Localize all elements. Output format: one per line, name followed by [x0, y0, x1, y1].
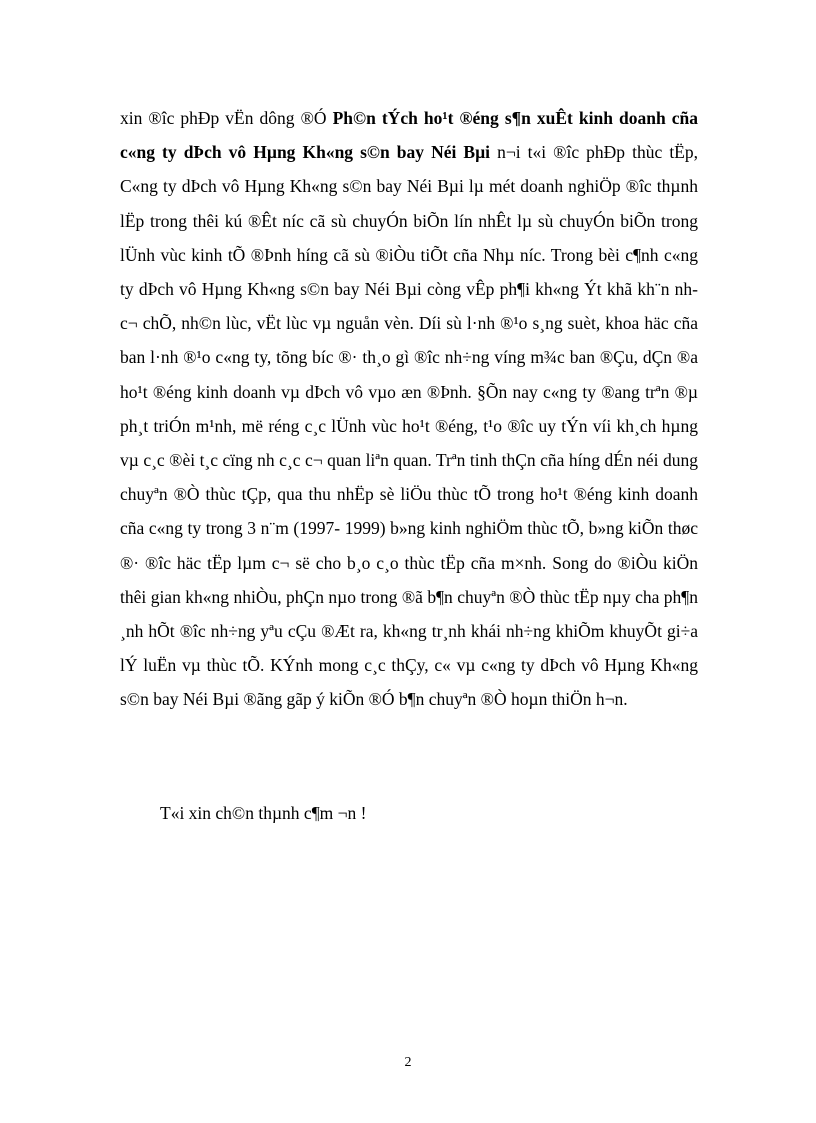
- report-topic-bold: Ph©n tÝch ho¹t ®éng s¶n xuÊt kinh doanh cña c«ng ty dÞch vô Hµng Kh«ng s©n bay Néi Bµi: [120, 108, 698, 163]
- body-paragraph: [120, 101, 698, 717]
- paragraph-rest: n¬i t«i ®îc phÐp thùc tËp, C«ng ty dÞch vô Hµng Kh«ng s©n bay Néi Bµi lµ mét doanh nghiÖp ®îc thµnh lËp trong thêi kú ®Êt níc cã sù chuyÓn biÕn lín nhÊt lµ sù chuyÓn biÕn trong lÜnh vùc kinh tÕ ®Þnh híng cã sù ®iÒu tiÕt cña Nhµ níc. Trong bèi c¶nh c«ng ty dÞch vô Hµng Kh«ng s©n bay Néi Bµi còng vÊp ph¶i kh«ng Ýt khã kh¨n nh c¬ chÕ, nh©n lùc, vËt lùc vµ nguån vèn. Díi sù l·nh ®¹o s¸ng suèt, khoa häc cña ban l·nh ®¹o c«ng ty, tõng bíc ®· th¸o gì ®îc nh÷ng víng m¾c ban ®Çu, dÇn ®a ho¹t ®éng kinh doanh vµ dÞch vô vµo æn ®Þnh. §Õn nay c«ng ty ®ang trªn ®µ ph¸t triÓn m¹nh, më réng c¸c lÜnh vùc ho¹t ®éng, t¹o ®îc uy tÝn víi kh¸ch hµng vµ c¸c ®èi t¸c cïng nh c¸c c¬ quan liªn quan. Trªn tinh thÇn cña híng dÉn néi dung chuyªn ®Ò thùc tÇp, qua thu nhËp sè liÖu thùc tÕ trong ho¹t ®éng kinh doanh cña c«ng ty trong 3 n¨m (1997- 1999) b»ng kinh nghiÖm thùc tÕ, b»ng kiÕn thøc ®· ®îc häc tËp lµm c¬ së cho b¸o c¸o thùc tËp cña m×nh. Song do ®iÒu kiÖn thêi gian kh«ng nhiÒu, phÇn nµo trong ®ã b¶n chuyªn ®Ò thùc tËp nµy cha ph¶n ¸nh hÕt ®îc nh÷ng yªu cÇu ®Æt ra, kh«ng tr¸nh khái nh÷ng khiÕm khuyÕt gi÷a lÝ luËn vµ thùc tÕ. KÝnh mong c¸c thÇy, c« vµ c«ng ty dÞch vô Hµng Kh«ng s©n bay Néi Bµi ®ãng gãp ý kiÕn ®Ó b¶n chuyªn ®Ò hoµn thiÖn h¬n.: [120, 142, 698, 710]
- paragraph-intro: xin ®îc phÐp vËn dông ®Ó: [120, 108, 333, 128]
- closing-thanks: T«i xin ch©n thµnh c¶m ¬n !: [160, 803, 367, 823]
- page-number: 2: [404, 1055, 412, 1070]
